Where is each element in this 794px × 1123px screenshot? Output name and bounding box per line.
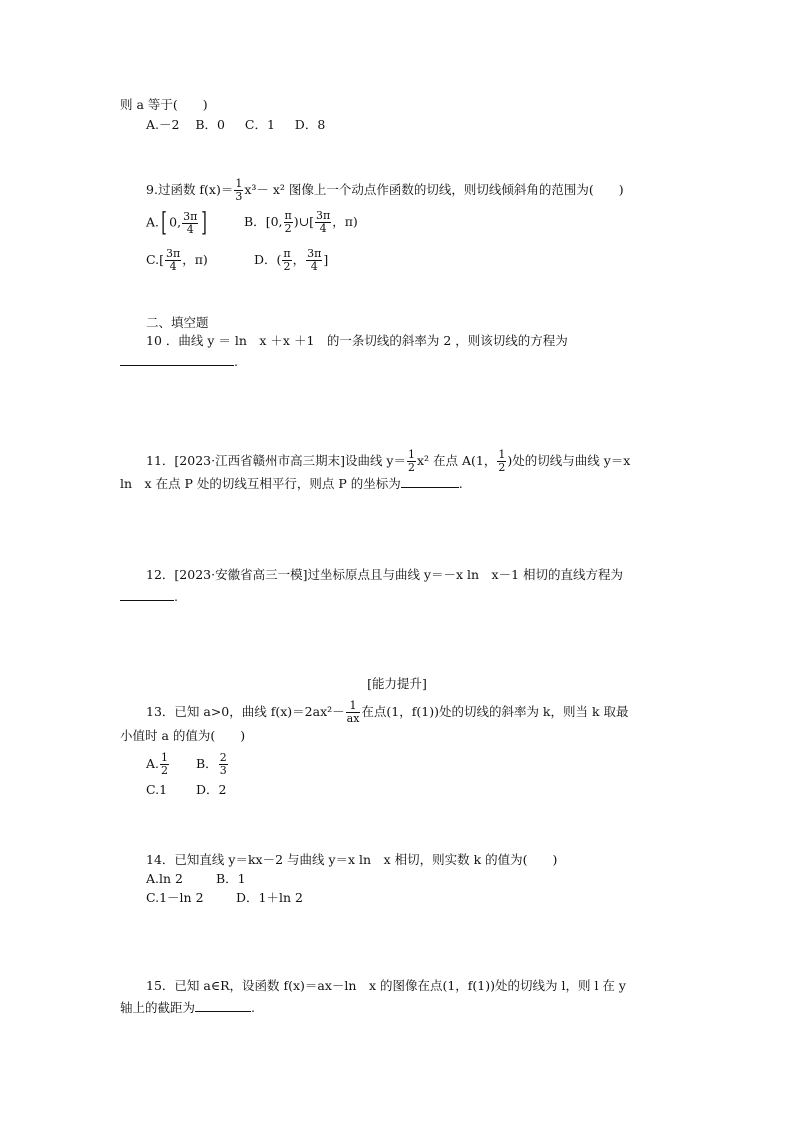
q9-option-a: A.[ 0, $\frac{3\pi}{4}$ ] bbox=[146, 208, 208, 238]
q12-blank[interactable] bbox=[120, 587, 174, 601]
q13-option-d: D．2 bbox=[196, 782, 227, 797]
q9-pre: 过函数 f(x)＝ bbox=[157, 182, 234, 197]
q8-option-d: D．8 bbox=[294, 117, 326, 132]
q9-post: x³－ x² 图像上一个动点作函数的切线，则切线倾斜角的范围为( ) bbox=[244, 182, 624, 197]
q13-stem: 13．已知 a>0，曲线 f(x)＝2ax²－ $\frac{1}{ax}$ 在点(1，f(1))处的切线的斜率为 k，则当 k 取最 bbox=[146, 699, 629, 725]
q14-option-a: A.ln 2 bbox=[146, 871, 183, 886]
q9-fraction: $\frac{1}{3}$ bbox=[235, 177, 243, 203]
q11-blank[interactable] bbox=[401, 474, 459, 488]
q9-option-c: C.[ $\frac{3\pi}{4}$ ，π) bbox=[146, 247, 208, 273]
q14-option-d: D．1＋ln 2 bbox=[236, 890, 303, 905]
q8-stem: 则 a 等于( ) bbox=[120, 97, 208, 112]
section-title-ability: [能力提升] bbox=[367, 676, 427, 691]
q13-option-b: B． $\frac{2}{3}$ bbox=[196, 751, 227, 777]
q14-option-b: B．1 bbox=[216, 871, 246, 886]
q12-stem: 12．[2023·安徽省高三一模]过坐标原点且与曲线 y＝－x ln x－1 相切的直线方程为 bbox=[146, 567, 624, 582]
q10-stem: 10 ．曲线 y ＝ ln x ＋x ＋1 的一条切线的斜率为 2 ，则该切线的方程为 bbox=[146, 333, 568, 348]
q13-option-c: C.1 bbox=[146, 782, 168, 797]
q15-blank[interactable] bbox=[195, 998, 251, 1012]
q9-stem bbox=[146, 178, 624, 203]
section-title-fill-in: 二、填空题 bbox=[146, 315, 209, 330]
q11-stem: 11．[2023·江西省赣州市高三期末]设曲线 y＝ $\frac{1}{2}$ x² 在点 A(1， $\frac{1}{2}$ )处的切线与曲线 y＝x bbox=[146, 448, 631, 474]
q14-option-c: C.1－ln 2 bbox=[146, 890, 204, 905]
q13-option-a: A. $\frac{1}{2}$ bbox=[146, 751, 169, 777]
q8-option-a: A.－2 bbox=[146, 117, 180, 132]
q15-stem: 15．已知 a∈R，设函数 f(x)＝ax－ln x 的图像在点(1，f(1))处的切线为 l，则 l 在 y bbox=[146, 978, 626, 993]
q9-option-b: B．[0, $\frac{\pi}{2}$ )∪[ $\frac{3\pi}{4}$ ，π) bbox=[244, 209, 358, 235]
q13-line2: 小值时 a 的值为( ) bbox=[120, 728, 246, 743]
q15-line2: 轴上的截距为 . bbox=[120, 1000, 255, 1015]
q10-answer-line: . bbox=[120, 352, 238, 371]
q12-answer-line: . bbox=[120, 587, 178, 606]
q8-option-b: B．0 bbox=[195, 117, 226, 132]
q8-options bbox=[146, 116, 325, 134]
q14-stem: 14．已知直线 y＝kx－2 与曲线 y＝x ln x 相切，则实数 k 的值为( ) bbox=[146, 852, 558, 867]
q9-number: 9. bbox=[146, 182, 158, 197]
q8-option-c: C．1 bbox=[244, 117, 275, 132]
q11-line2: ln x 在点 P 处的切线互相平行，则点 P 的坐标为 . bbox=[120, 476, 463, 491]
q9-option-d: D．( $\frac{\pi}{2}$ ， $\frac{3\pi}{4}$ ] bbox=[254, 247, 329, 273]
q10-blank[interactable] bbox=[120, 352, 234, 366]
